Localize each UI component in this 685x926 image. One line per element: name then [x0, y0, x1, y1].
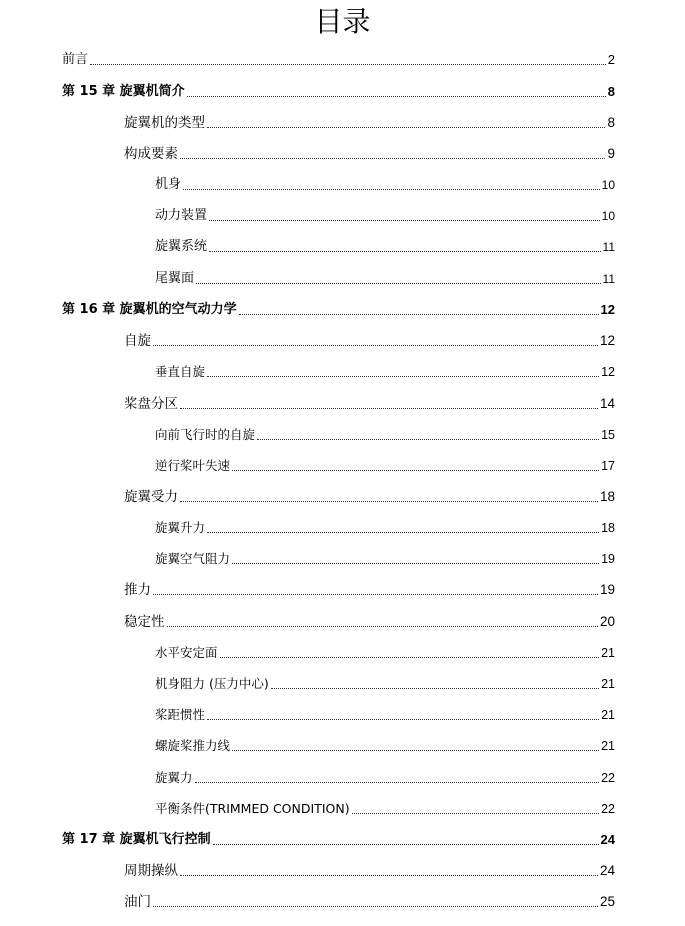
toc-entry-label: 桨盘分区	[124, 396, 178, 412]
dot-leader	[183, 188, 600, 190]
dot-leader	[352, 812, 600, 814]
toc-entry[interactable]	[155, 671, 615, 693]
dot-leader	[187, 95, 606, 97]
toc-entry-page: 25	[599, 894, 615, 909]
toc-entry-label: 逆行桨叶失速	[155, 458, 231, 473]
dot-leader	[167, 625, 598, 627]
toc-entry[interactable]	[124, 141, 615, 163]
dot-leader	[232, 749, 599, 751]
toc-entry-page: 18	[599, 489, 615, 504]
toc-entry[interactable]	[155, 422, 615, 444]
dot-leader	[271, 687, 599, 689]
toc-entry-label: 第 15 章 旋翼机简介	[62, 84, 185, 99]
toc-entry[interactable]	[155, 453, 615, 475]
dot-leader	[90, 63, 606, 65]
toc-entry-label: 机身阻力 (压力中心)	[155, 676, 269, 691]
toc-entry[interactable]	[124, 391, 615, 413]
dot-leader	[153, 593, 598, 595]
toc-entry-label: 旋翼空气阻力	[155, 551, 231, 566]
toc-entry-page: 15	[601, 428, 615, 442]
toc-entry-page: 14	[599, 396, 615, 411]
toc-entry[interactable]	[155, 234, 615, 256]
toc-entry-label: 旋翼受力	[124, 489, 178, 505]
toc-title: 目录	[314, 5, 371, 38]
toc-entry[interactable]	[155, 515, 615, 537]
dot-leader	[209, 219, 600, 221]
toc-entry-label: 动力装置	[155, 208, 208, 223]
toc-entry[interactable]	[155, 172, 615, 194]
toc-entry-page: 11	[602, 240, 615, 254]
toc-entry-page: 21	[601, 646, 615, 660]
toc-entry-label: 机身	[155, 177, 182, 192]
toc-entry-label: 旋翼升力	[155, 520, 206, 535]
toc-entry[interactable]	[155, 796, 615, 818]
toc-entry-page: 8	[607, 115, 615, 130]
toc-entry-label: 垂直自旋	[155, 364, 206, 379]
toc-entry-label: 油门	[124, 894, 151, 910]
toc-entry-page: 8	[607, 84, 615, 99]
toc-entry-label: 推力	[124, 582, 151, 598]
toc-entry-page: 24	[599, 863, 615, 878]
toc-entry[interactable]	[155, 765, 615, 787]
dot-leader	[153, 905, 598, 907]
dot-leader	[207, 375, 599, 377]
toc-entry[interactable]	[155, 640, 615, 662]
toc-entry[interactable]	[124, 110, 615, 132]
dot-leader	[232, 469, 599, 471]
toc-entry-label: 尾翼面	[155, 271, 195, 286]
toc-entry[interactable]	[124, 858, 615, 880]
toc-entry-label: 第 16 章 旋翼机的空气动力学	[62, 302, 237, 317]
toc-entry-page: 12	[600, 302, 615, 317]
toc-entry-label: 旋翼系统	[155, 239, 208, 254]
toc-entry-label: 螺旋桨推力线	[155, 738, 231, 753]
dot-leader	[180, 407, 598, 409]
toc-entry[interactable]	[124, 328, 615, 350]
dot-leader	[257, 438, 599, 440]
toc-entry[interactable]	[124, 609, 615, 631]
toc-entry-label: 平衡条件(TRIMMED CONDITION)	[155, 801, 350, 816]
toc-entry[interactable]	[124, 889, 615, 911]
toc-entry[interactable]	[155, 733, 615, 755]
toc-entry-page: 19	[601, 552, 615, 566]
toc-entry-page: 19	[599, 582, 615, 597]
dot-leader	[239, 313, 599, 315]
toc-entry-label: 桨距惯性	[155, 707, 206, 722]
dot-leader	[180, 157, 605, 159]
toc-entry-page: 22	[601, 771, 615, 785]
toc-entry-page: 21	[601, 708, 615, 722]
toc-entry-label: 第 17 章 旋翼机飞行控制	[62, 832, 211, 847]
toc-entry-page: 12	[601, 365, 615, 379]
toc-entry-page: 10	[601, 209, 615, 223]
toc-entry[interactable]	[155, 546, 615, 568]
toc-entry-page: 18	[601, 521, 615, 535]
toc-entry[interactable]	[155, 359, 615, 381]
toc-entry[interactable]	[155, 702, 615, 724]
dot-leader	[209, 250, 601, 252]
toc-entry-page: 21	[601, 739, 615, 753]
toc-entry-label: 自旋	[124, 333, 151, 349]
toc-entry-label: 稳定性	[124, 614, 165, 630]
toc-entry-page: 9	[607, 146, 615, 161]
toc-entry-chapter-17[interactable]	[62, 827, 615, 849]
dot-leader	[207, 126, 605, 128]
toc-entry[interactable]	[155, 203, 615, 225]
toc-entry-label: 构成要素	[124, 146, 178, 162]
toc-entry-page: 12	[599, 333, 615, 348]
toc-entry[interactable]	[155, 266, 615, 288]
toc-entry-page: 11	[602, 272, 615, 286]
dot-leader	[153, 344, 598, 346]
toc-entry-page: 20	[599, 614, 615, 629]
dot-leader	[195, 781, 600, 783]
dot-leader	[180, 500, 598, 502]
toc-entry-page: 2	[607, 52, 615, 67]
toc-entry-label: 向前飞行时的自旋	[155, 427, 256, 442]
toc-entry-chapter-16[interactable]	[62, 297, 615, 319]
dot-leader	[232, 562, 599, 564]
toc-entry-label: 前言	[62, 52, 89, 67]
toc-entry-label: 旋翼机的类型	[124, 115, 205, 131]
toc-entry-page: 10	[601, 178, 615, 192]
dot-leader	[196, 282, 601, 284]
dot-leader	[207, 718, 599, 720]
toc-entry-page: 22	[601, 802, 615, 816]
dot-leader	[213, 843, 599, 845]
toc-entry-page: 17	[601, 459, 615, 473]
dot-leader	[180, 874, 598, 876]
toc-entry-page: 21	[601, 677, 615, 691]
toc-entry-page: 24	[600, 832, 615, 847]
toc-entry-label: 旋翼力	[155, 770, 193, 785]
dot-leader	[207, 531, 599, 533]
toc-entry-label: 周期操纵	[124, 863, 178, 879]
toc-entry[interactable]	[124, 577, 615, 599]
toc-entry[interactable]	[124, 484, 615, 506]
toc-entry-preface[interactable]	[62, 47, 615, 69]
toc-entry-chapter-15[interactable]	[62, 79, 615, 101]
dot-leader	[220, 656, 600, 658]
toc-entry-label: 水平安定面	[155, 645, 218, 660]
